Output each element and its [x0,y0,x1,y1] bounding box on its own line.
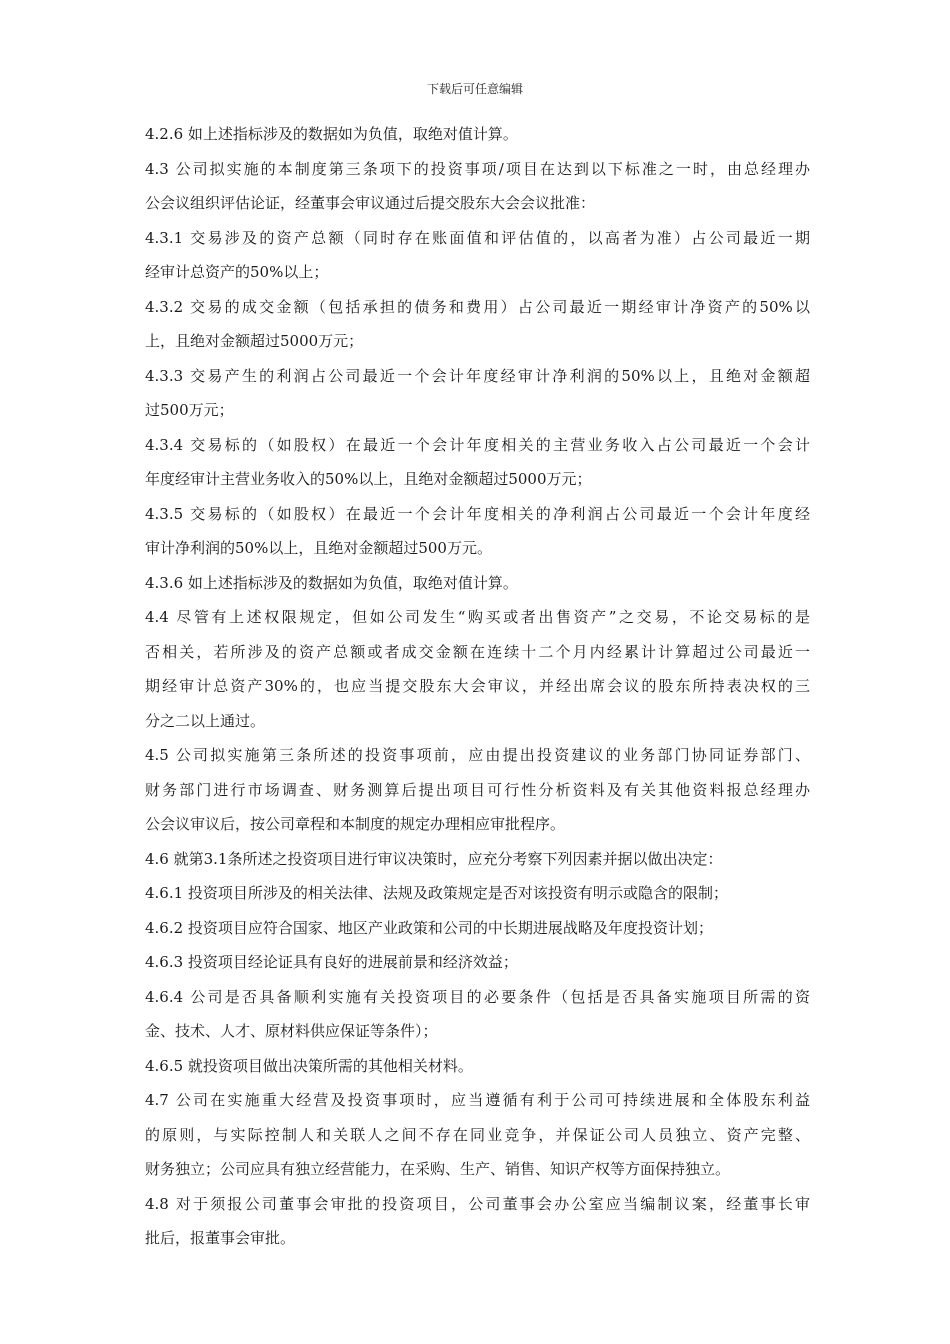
text-line: 4.6.4 公司是否具备顺利实施有关投资项目的必要条件（包括是否具备实施项目所需的资 [145,987,810,1006]
text-line: 年度经审计主营业务收入的50%以上，且绝对金额超过5000万元； [145,470,592,488]
text-line: 经审计总资产的50%以上； [145,263,329,281]
text-line: 审计净利润的50%以上，且绝对金额超过500万元。 [145,539,492,557]
text-line: 财务独立；公司应具有独立经营能力，在采购、生产、销售、知识产权等方面保持独立。 [145,1160,731,1178]
text-line: 4.3.2 交易的成交金额（包括承担的债务和费用）占公司最近一期经审计净资产的50%以 [145,297,810,316]
text-line: 期经审计总资产30%的，也应当提交股东大会审议，并经出席会议的股东所持表决权的三 [145,677,810,695]
text-line: 4.6.3 投资项目经论证具有良好的进展前景和经济效益； [145,953,518,971]
text-line: 金、技术、人才、原材料供应保证等条件）； [145,1022,438,1040]
text-line: 4.3.3 交易产生的利润占公司最近一个会计年度经审计净利润的50%以上，且绝对金额超 [145,366,810,385]
text-line: 4.6.2 投资项目应符合国家、地区产业政策和公司的中长期进展战略及年度投资计划； [145,918,713,937]
document-body [145,117,810,1256]
text-line: 4.5 公司拟实施第三条所述的投资事项前，应由提出投资建议的业务部门协同证券部门、 [145,746,810,764]
text-line: 4.8 对于须报公司董事会审批的投资项目，公司董事会办公室应当编制议案，经董事长审 [145,1194,810,1213]
page-header: 下载后可任意编辑 [426,82,523,96]
text-line: 4.2.6 如上述指标涉及的数据如为负值，取绝对值计算。 [145,125,518,143]
text-line: 4.4 尽管有上述权限规定，但如公司发生“购买或者出售资产”之交易，不论交易标的是 [145,608,810,626]
text-line: 上，且绝对金额超过5000万元； [145,332,364,350]
text-line: 过500万元； [145,401,234,419]
text-line: 否相关，若所涉及的资产总额或者成交金额在连续十二个月内经累计计算超过公司最近一 [145,642,810,661]
text-line: 4.6.5 就投资项目做出决策所需的其他相关材料。 [145,1056,473,1075]
text-line: 4.3.4 交易标的（如股权）在最近一个会计年度相关的主营业务收入占公司最近一个会计 [145,435,810,454]
text-line: 公会议组织评估论证，经董事会审议通过后提交股东大会会议批准： [145,194,596,212]
text-line: 4.3 公司拟实施的本制度第三条项下的投资事项/项目在达到以下标准之一时，由总经理办 [145,159,810,178]
text-line: 公会议审议后，按公司章程和本制度的规定办理相应审批程序。 [145,815,566,833]
text-line: 4.3.5 交易标的（如股权）在最近一个会计年度相关的净利润占公司最近一个会计年度经 [145,504,810,523]
text-line: 财务部门进行市场调查、财务测算后提出项目可行性分析资料及有关其他资料报总经理办 [145,780,810,799]
text-line: 批后，报董事会审批。 [145,1229,296,1247]
text-line: 4.6.1 投资项目所涉及的相关法律、法规及政策规定是否对该投资有明示或隐含的限制； [145,884,728,902]
text-line: 4.3.6 如上述指标涉及的数据如为负值，取绝对值计算。 [145,573,518,592]
text-line: 4.3.1 交易涉及的资产总额（同时存在账面值和评估值的，以高者为准）占公司最近一期 [145,228,810,247]
text-line: 的原则，与实际控制人和关联人之间不存在同业竞争，并保证公司人员独立、资产完整、 [145,1125,810,1144]
text-line: 分之二以上通过。 [145,711,266,730]
text-line: 4.7 公司在实施重大经营及投资事项时，应当遵循有利于公司可持续进展和全体股东利益 [145,1091,810,1109]
text-line: 4.6 就第3.1条所述之投资项目进行审议决策时，应充分考察下列因素并据以做出决定： [145,849,723,868]
